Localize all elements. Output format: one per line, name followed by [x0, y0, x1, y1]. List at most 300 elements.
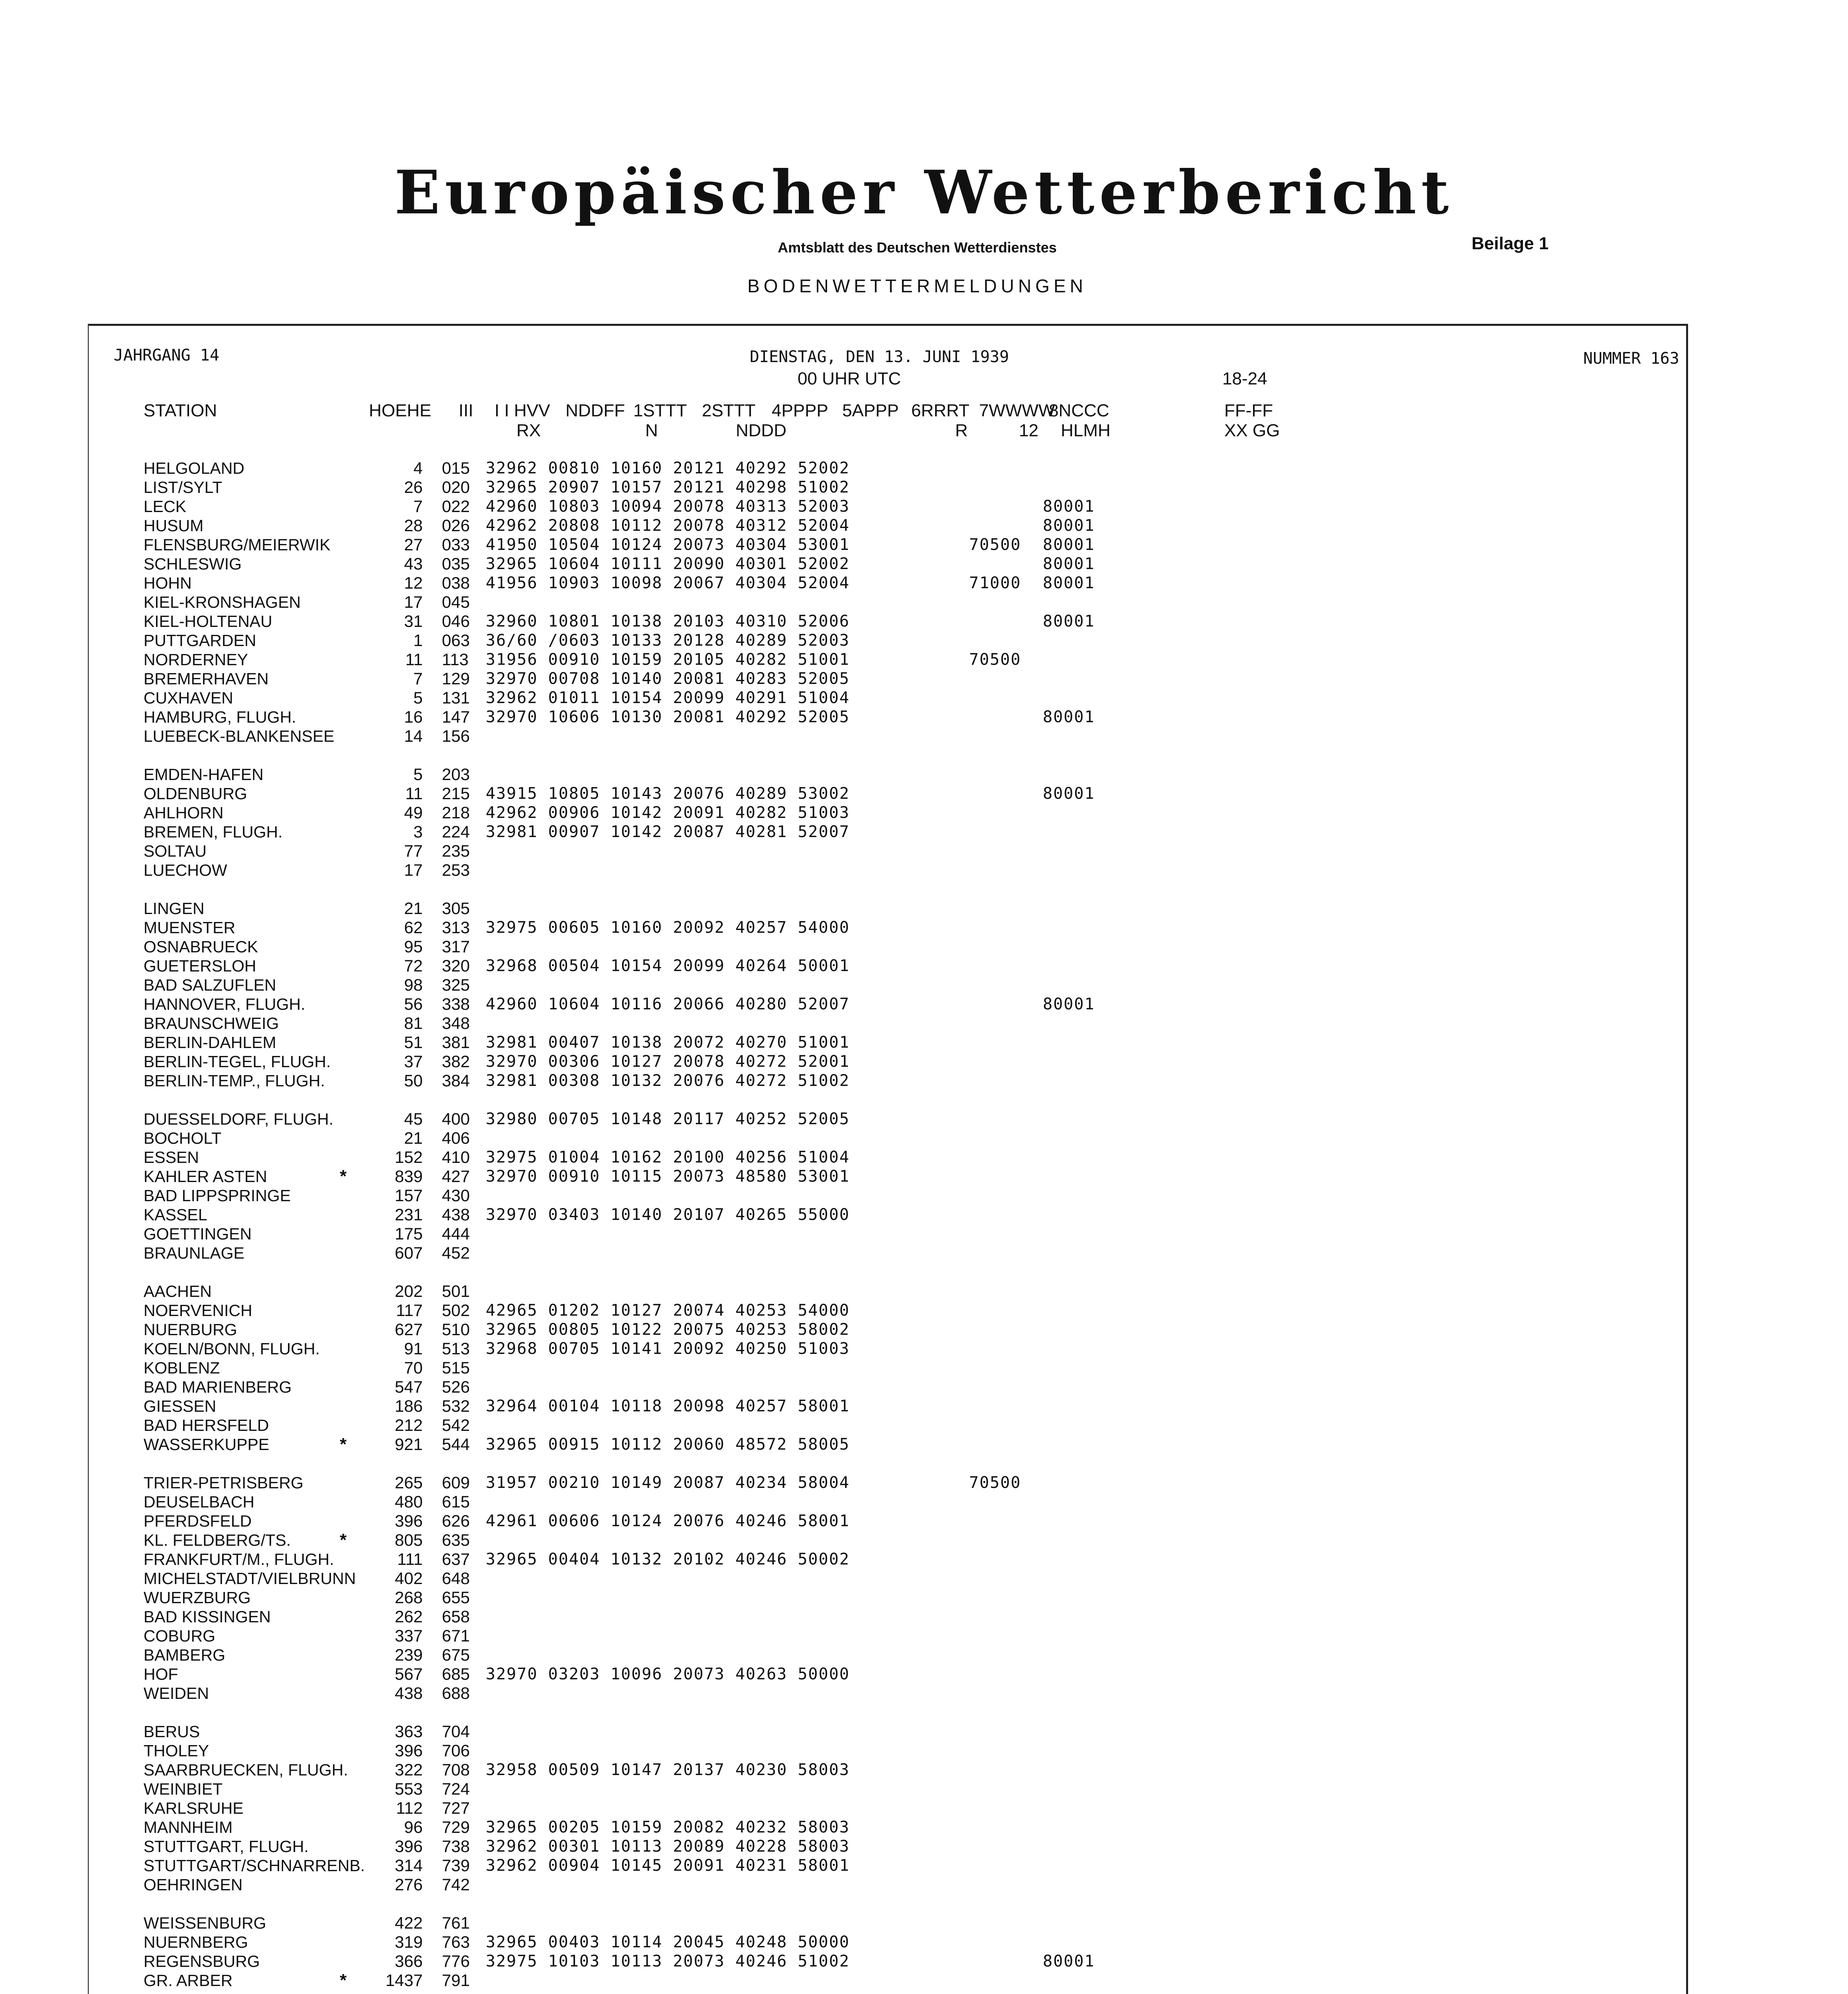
station-index: 452	[442, 1243, 470, 1262]
table-row	[0, 727, 1848, 746]
table-row	[0, 975, 1848, 995]
station-height: 276	[394, 1875, 423, 1894]
cloud-group: 80001	[1043, 555, 1095, 573]
table-row	[0, 995, 1848, 1014]
volume-label: JAHRGANG 14	[114, 346, 219, 365]
mountain-station-marker: *	[340, 1530, 347, 1550]
weather-group: 70500	[969, 650, 1021, 669]
station-height: 202	[394, 1282, 423, 1300]
station-height: 56	[404, 995, 423, 1013]
station-height: 422	[394, 1913, 423, 1932]
station-index: 502	[442, 1301, 470, 1320]
table-row	[0, 1129, 1848, 1148]
observation-groups: 32968 00705 10141 20092 40250 51003	[486, 1340, 850, 1358]
observation-groups: 42961 00606 10124 20076 40246 58001	[486, 1512, 850, 1530]
station-index: 513	[442, 1339, 470, 1358]
station-name: BRAUNSCHWEIG	[144, 1014, 279, 1032]
station-name: KASSEL	[144, 1206, 207, 1224]
station-height: 363	[394, 1722, 423, 1741]
observation-groups: 43915 10805 10143 20076 40289 53002	[486, 784, 850, 803]
station-name: LIST/SYLT	[144, 478, 223, 497]
station-name: MUENSTER	[144, 918, 236, 937]
station-index: 020	[442, 478, 470, 497]
table-row	[0, 1952, 1848, 1971]
table-row	[0, 1052, 1848, 1071]
station-name: MICHELSTADT/VIELBRUNN	[144, 1569, 356, 1588]
observation-groups: 32965 00404 10132 20102 40246 50002	[486, 1550, 850, 1568]
station-height: 1	[413, 631, 423, 650]
station-index: 427	[442, 1167, 470, 1186]
station-index: 444	[442, 1224, 470, 1243]
station-height: 921	[394, 1435, 423, 1454]
station-index: 655	[442, 1588, 470, 1607]
col-station: STATION	[144, 401, 217, 420]
table-row	[0, 1435, 1848, 1454]
station-index: 215	[442, 784, 470, 803]
table-row	[0, 1588, 1848, 1607]
mountain-station-marker: *	[340, 1970, 347, 1990]
station-index: 033	[442, 535, 470, 554]
table-row	[0, 1224, 1848, 1243]
observation-groups: 32981 00407 10138 20072 40270 51001	[486, 1033, 850, 1052]
station-name: BERLIN-TEGEL, FLUGH.	[144, 1052, 331, 1071]
observation-groups: 32970 10606 10130 20081 40292 52005	[486, 708, 850, 726]
station-index: 045	[442, 593, 470, 611]
station-height: 212	[394, 1416, 423, 1434]
station-name: KIEL-HOLTENAU	[144, 612, 272, 631]
table-row	[0, 535, 1848, 554]
col-4pppp: 4PPPP	[772, 401, 828, 420]
observation-groups: 31957 00210 10149 20087 40234 58004	[486, 1474, 850, 1492]
table-row	[0, 1071, 1848, 1090]
table-row	[0, 497, 1848, 516]
station-index: 776	[442, 1952, 470, 1970]
table-row	[0, 612, 1848, 631]
station-name: KOELN/BONN, FLUGH.	[144, 1340, 320, 1358]
table-row	[0, 1550, 1848, 1569]
col-ff: FF-FF	[1224, 401, 1273, 420]
table-row	[0, 1818, 1848, 1837]
station-name: KARLSRUHE	[144, 1799, 244, 1817]
station-index: 727	[442, 1799, 470, 1817]
station-index: 147	[442, 707, 470, 726]
station-index: 738	[442, 1837, 470, 1856]
observation-groups: 32975 01004 10162 20100 40256 51004	[486, 1148, 850, 1166]
station-name: PUTTGARDEN	[144, 631, 256, 650]
table-row	[0, 1875, 1848, 1894]
station-height: 95	[404, 937, 423, 956]
station-index: 038	[442, 573, 470, 592]
station-name: HELGOLAND	[144, 459, 244, 477]
period-label: 18-24	[1222, 369, 1267, 388]
table-row	[0, 1511, 1848, 1531]
station-index: 129	[442, 669, 470, 688]
observation-groups: 41950 10504 10124 20073 40304 53001	[486, 536, 850, 554]
station-index: 063	[442, 631, 470, 650]
station-index: 739	[442, 1856, 470, 1875]
station-index: 763	[442, 1933, 470, 1951]
table-row	[0, 1339, 1848, 1358]
col-iii: III	[459, 401, 473, 420]
table-row	[0, 1014, 1848, 1033]
station-index: 384	[442, 1071, 470, 1090]
col-2sttt: 2STTT	[702, 401, 756, 420]
station-height: 21	[404, 1129, 423, 1147]
station-index: 791	[442, 1971, 470, 1990]
station-name: HOF	[144, 1665, 178, 1683]
station-index: 515	[442, 1358, 470, 1377]
table-row	[0, 861, 1848, 880]
station-name: BAD KISSINGEN	[144, 1608, 271, 1626]
station-index: 113	[442, 650, 469, 669]
station-height: 567	[394, 1665, 423, 1683]
station-height: 45	[404, 1109, 423, 1128]
station-height: 5	[413, 765, 423, 784]
station-height: 17	[404, 861, 423, 879]
station-name: HAMBURG, FLUGH.	[144, 708, 296, 726]
cloud-group: 80001	[1043, 516, 1095, 535]
station-height: 12	[404, 573, 423, 592]
table-row	[0, 573, 1848, 593]
station-height: 1437	[385, 1971, 423, 1990]
station-height: 553	[394, 1779, 423, 1798]
cloud-group: 80001	[1043, 497, 1095, 516]
station-name: OEHRINGEN	[144, 1876, 243, 1894]
station-name: HOHN	[144, 574, 192, 592]
station-index: 381	[442, 1033, 470, 1052]
observation-groups: 32981 00907 10142 20087 40281 52007	[486, 823, 850, 841]
station-name: DEUSELBACH	[144, 1493, 254, 1511]
table-row	[0, 765, 1848, 784]
station-name: STUTTGART/SCHNARRENB.	[144, 1856, 365, 1875]
col-hoehe: HOEHE	[369, 401, 431, 420]
station-index: 338	[442, 995, 470, 1013]
station-name: THOLEY	[144, 1742, 209, 1760]
station-index: 675	[442, 1645, 470, 1664]
station-name: KL. FELDBERG/TS.	[144, 1531, 291, 1549]
table-row	[0, 937, 1848, 956]
observation-groups: 32965 00205 10159 20082 40232 58003	[486, 1818, 850, 1836]
observation-groups: 42960 10604 10116 20066 40280 52007	[486, 995, 850, 1013]
station-name: GR. ARBER	[144, 1971, 233, 1990]
station-name: NOERVENICH	[144, 1301, 252, 1320]
date-label: DIENSTAG, DEN 13. JUNI 1939	[750, 348, 1009, 366]
table-row	[0, 1473, 1848, 1492]
station-height: 322	[394, 1760, 423, 1779]
station-name: WEINBIET	[144, 1780, 223, 1798]
observation-groups: 32970 00306 10127 20078 40272 52001	[486, 1052, 850, 1071]
station-height: 262	[394, 1607, 423, 1626]
station-index: 626	[442, 1511, 470, 1530]
station-index: 046	[442, 612, 470, 631]
station-index: 406	[442, 1129, 470, 1147]
station-name: LINGEN	[144, 899, 205, 918]
observation-groups: 36/60 /0603 10133 20128 40289 52003	[486, 631, 850, 650]
col-nddff: NDDFF	[565, 401, 625, 420]
station-name: AHLHORN	[144, 804, 224, 822]
table-row	[0, 1933, 1848, 1952]
station-name: MANNHEIM	[144, 1818, 233, 1836]
station-index: 648	[442, 1569, 470, 1588]
station-height: 70	[404, 1358, 423, 1377]
station-height: 627	[394, 1320, 423, 1339]
observation-groups: 32962 00810 10160 20121 40292 52002	[486, 459, 850, 477]
observation-groups: 32965 00915 10112 20060 48572 58005	[486, 1435, 850, 1454]
station-index: 218	[442, 803, 470, 822]
table-row	[0, 516, 1848, 535]
table-row	[0, 1684, 1848, 1703]
station-index: 742	[442, 1875, 470, 1894]
cloud-group: 80001	[1043, 536, 1095, 554]
table-row	[0, 478, 1848, 497]
observation-groups: 32981 00308 10132 20076 40272 51002	[486, 1072, 850, 1090]
station-name: TRIER-PETRISBERG	[144, 1474, 303, 1492]
observation-groups: 32965 20907 10157 20121 40298 51002	[486, 478, 850, 497]
station-height: 337	[394, 1626, 423, 1645]
station-height: 37	[404, 1052, 423, 1071]
station-name: SAARBRUECKEN, FLUGH.	[144, 1761, 348, 1779]
station-name: WEISSENBURG	[144, 1914, 266, 1932]
station-height: 7	[413, 497, 423, 516]
station-name: BREMERHAVEN	[144, 670, 269, 688]
station-index: 235	[442, 841, 470, 860]
table-row	[0, 918, 1848, 937]
col-5appp: 5APPP	[842, 401, 899, 420]
table-row	[0, 1837, 1848, 1856]
col-6rrrt: 6RRRT	[911, 401, 969, 420]
station-name: BERLIN-DAHLEM	[144, 1033, 276, 1052]
issue-number: NUMMER 163	[1583, 349, 1679, 368]
station-name: EMDEN-HAFEN	[144, 765, 264, 784]
station-name: BREMEN, FLUGH.	[144, 823, 283, 841]
station-height: 111	[397, 1550, 423, 1568]
station-index: 430	[442, 1186, 470, 1205]
col-7wwww-sub: 12	[1019, 421, 1038, 440]
station-index: 688	[442, 1684, 470, 1702]
station-index: 609	[442, 1473, 470, 1492]
station-index: 313	[442, 918, 470, 937]
cloud-group: 80001	[1043, 1952, 1095, 1970]
cloud-group: 80001	[1043, 574, 1095, 592]
observation-groups: 32965 00403 10114 20045 40248 50000	[486, 1933, 850, 1951]
station-height: 3	[413, 822, 423, 841]
station-index: 532	[442, 1397, 470, 1415]
station-name: BOCHOLT	[144, 1129, 222, 1147]
observation-groups: 32970 00708 10140 20081 40283 52005	[486, 670, 850, 688]
station-height: 43	[404, 554, 423, 573]
table-row	[0, 1301, 1848, 1320]
table-row	[0, 554, 1848, 573]
observation-groups: 32965 00805 10122 20075 40253 58002	[486, 1320, 850, 1339]
table-row	[0, 707, 1848, 727]
station-height: 26	[404, 478, 423, 497]
station-name: BAD HERSFELD	[144, 1416, 269, 1434]
station-name: AACHEN	[144, 1282, 212, 1300]
mountain-station-marker: *	[340, 1166, 347, 1186]
station-height: 607	[394, 1243, 423, 1262]
station-index: 320	[442, 956, 470, 975]
station-height: 50	[404, 1071, 423, 1090]
station-index: 325	[442, 975, 470, 994]
table-row	[0, 1397, 1848, 1416]
observation-groups: 32962 01011 10154 20099 40291 51004	[486, 689, 850, 707]
station-height: 547	[394, 1377, 423, 1396]
cloud-group: 80001	[1043, 612, 1095, 631]
station-index: 348	[442, 1014, 470, 1032]
table-row	[0, 899, 1848, 918]
observation-groups: 32964 00104 10118 20098 40257 58001	[486, 1397, 850, 1415]
station-name: OLDENBURG	[144, 784, 247, 803]
table-row	[0, 593, 1848, 612]
observation-groups: 32965 10604 10111 20090 40301 52002	[486, 555, 850, 573]
station-height: 4	[413, 459, 423, 477]
station-name: BAD SALZUFLEN	[144, 976, 276, 994]
station-index: 671	[442, 1626, 470, 1645]
col-2sttt-sub: NDDD	[736, 421, 787, 440]
station-name: HUSUM	[144, 516, 204, 535]
station-height: 14	[404, 727, 423, 745]
station-index: 704	[442, 1722, 470, 1741]
observation-groups: 42962 20808 10112 20078 40312 52004	[486, 516, 850, 535]
station-height: 402	[394, 1569, 423, 1588]
table-row	[0, 1531, 1848, 1550]
station-index: 224	[442, 822, 470, 841]
observation-groups: 32968 00504 10154 20099 40264 50001	[486, 957, 850, 975]
station-name: DUESSELDORF, FLUGH.	[144, 1110, 334, 1128]
station-name: BRAUNLAGE	[144, 1244, 244, 1262]
station-height: 480	[394, 1492, 423, 1511]
time-label: 00 UHR UTC	[798, 369, 901, 388]
station-height: 28	[404, 516, 423, 535]
station-name: KOBLENZ	[144, 1359, 220, 1377]
station-height: 112	[396, 1799, 423, 1817]
station-index: 438	[442, 1205, 470, 1224]
station-name: ESSEN	[144, 1148, 199, 1166]
station-height: 11	[405, 784, 423, 803]
station-height: 268	[394, 1588, 423, 1607]
table-row	[0, 1109, 1848, 1129]
station-name: BAMBERG	[144, 1646, 226, 1664]
station-name: PFERDSFELD	[144, 1512, 252, 1530]
station-name: NUERNBERG	[144, 1933, 248, 1951]
station-name: BAD MARIENBERG	[144, 1378, 292, 1396]
station-height: 96	[404, 1818, 423, 1836]
station-name: WEIDEN	[144, 1684, 209, 1702]
station-index: 729	[442, 1818, 470, 1836]
station-height: 21	[404, 899, 423, 918]
station-name: GOETTINGEN	[144, 1225, 252, 1243]
station-name: NORDERNEY	[144, 650, 248, 669]
station-name: WUERZBURG	[144, 1588, 251, 1607]
col-6rrrt-sub: R	[955, 421, 968, 440]
observation-groups: 42962 00906 10142 20091 40282 51003	[486, 804, 850, 822]
station-height: 396	[394, 1741, 423, 1760]
station-index: 156	[442, 727, 470, 745]
station-height: 17	[404, 593, 423, 611]
station-index: 615	[442, 1492, 470, 1511]
station-index: 526	[442, 1377, 470, 1396]
table-row	[0, 1722, 1848, 1741]
station-height: 72	[404, 956, 423, 975]
station-height: 186	[394, 1397, 423, 1415]
col-ihvv-sub: RX	[516, 421, 541, 440]
station-name: SCHLESWIG	[144, 555, 242, 573]
station-name: KAHLER ASTEN	[144, 1167, 267, 1186]
station-name: NUERBURG	[144, 1320, 237, 1339]
observation-groups: 32975 10103 10113 20073 40246 51002	[486, 1952, 850, 1970]
table-row	[0, 1856, 1848, 1875]
station-name: BAD LIPPSPRINGE	[144, 1186, 291, 1205]
table-row	[0, 1377, 1848, 1397]
table-row	[0, 1416, 1848, 1435]
table-row	[0, 1358, 1848, 1377]
table-row	[0, 1779, 1848, 1799]
table-row	[0, 1799, 1848, 1818]
table-row	[0, 1320, 1848, 1339]
table-row	[0, 1741, 1848, 1760]
station-index: 305	[442, 899, 470, 918]
table-row	[0, 1243, 1848, 1263]
cloud-group: 80001	[1043, 784, 1095, 803]
table-row	[0, 1492, 1848, 1511]
station-index: 706	[442, 1741, 470, 1760]
station-name: WASSERKUPPE	[144, 1435, 270, 1454]
station-name: FLENSBURG/MEIERWIK	[144, 536, 331, 554]
station-index: 317	[442, 937, 470, 956]
col-1sttt-sub: N	[645, 421, 658, 440]
station-index: 658	[442, 1607, 470, 1626]
station-name: LECK	[144, 497, 187, 516]
station-name: COBURG	[144, 1627, 215, 1645]
station-height: 157	[394, 1186, 423, 1205]
observation-groups: 32960 10801 10138 20103 40310 52006	[486, 612, 850, 631]
station-name: BERUS	[144, 1722, 200, 1741]
table-row	[0, 1148, 1848, 1167]
section-title: BODENWETTERMELDUNGEN	[747, 276, 1087, 296]
station-index: 708	[442, 1760, 470, 1779]
station-height: 314	[394, 1856, 423, 1875]
station-height: 805	[394, 1531, 423, 1549]
station-height: 16	[404, 707, 423, 726]
station-name: BERLIN-TEMP., FLUGH.	[144, 1072, 325, 1090]
station-height: 11	[405, 650, 423, 669]
station-name: LUEBECK-BLANKENSEE	[144, 727, 335, 745]
station-index: 382	[442, 1052, 470, 1071]
table-row	[0, 669, 1848, 688]
weather-group: 70500	[969, 1474, 1021, 1492]
station-height: 5	[413, 688, 423, 707]
weather-group: 70500	[969, 536, 1021, 554]
col-8nccc-sub: HLMH	[1061, 421, 1111, 440]
station-height: 319	[394, 1933, 423, 1951]
station-height: 396	[394, 1837, 423, 1856]
station-height: 175	[394, 1224, 423, 1243]
observation-groups: 32962 00904 10145 20091 40231 58001	[486, 1856, 850, 1875]
station-height: 49	[404, 803, 423, 822]
station-height: 152	[394, 1148, 423, 1166]
observation-groups: 41956 10903 10098 20067 40304 52004	[486, 574, 850, 592]
table-row	[0, 1569, 1848, 1588]
col-8nccc: 8NCCC	[1049, 401, 1109, 420]
station-index: 637	[442, 1550, 470, 1568]
table-row	[0, 1645, 1848, 1665]
table-row	[0, 1282, 1848, 1301]
station-name: CUXHAVEN	[144, 689, 233, 707]
station-index: 015	[442, 459, 470, 477]
station-name: GUETERSLOH	[144, 957, 256, 975]
station-name: REGENSBURG	[144, 1952, 260, 1970]
observation-groups: 32975 00605 10160 20092 40257 54000	[486, 918, 850, 937]
